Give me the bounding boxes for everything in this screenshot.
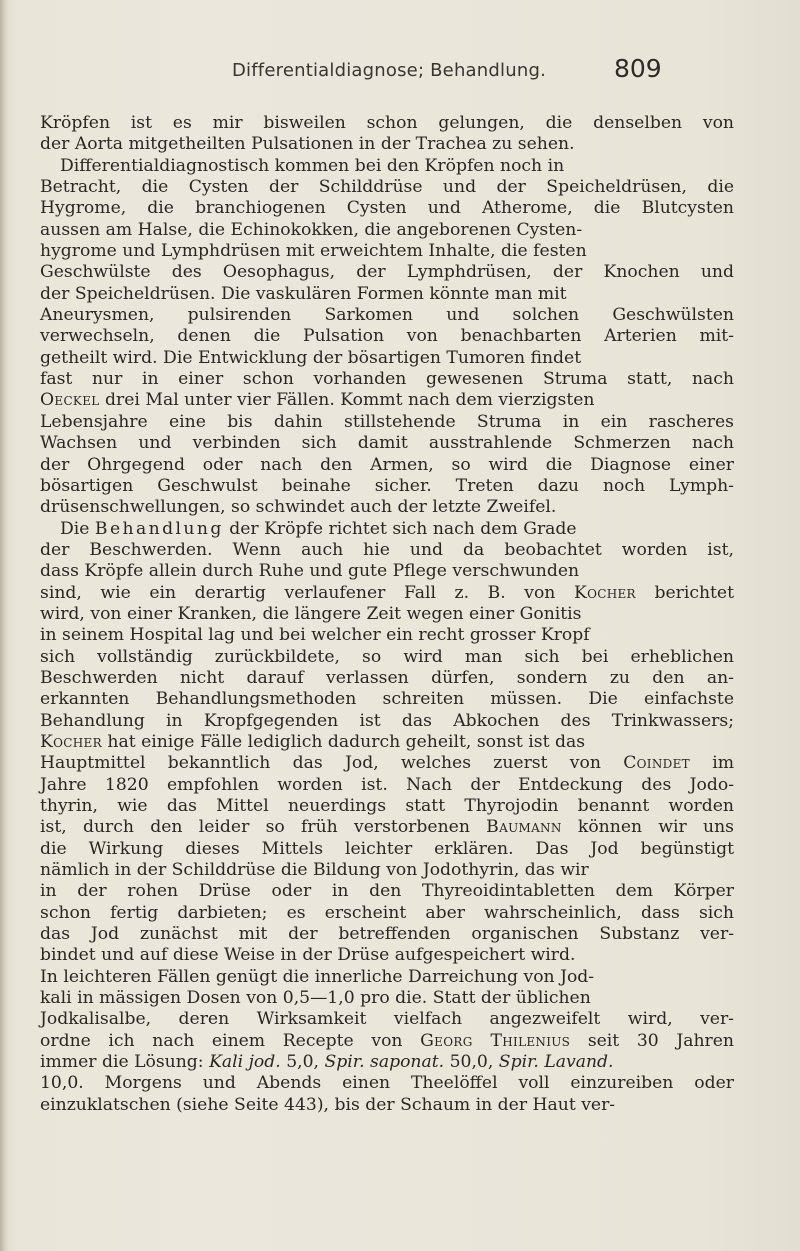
text-line (40, 1073, 734, 1094)
text-segment: 10,0. Morgens und Abends einen Theelöffel voll einzureiben oder (40, 1073, 734, 1094)
text-segment: das Jod zunächst mit der betreffenden organischen Substanz ver- (40, 924, 734, 945)
text-segment: sind, wie ein derartig verlaufener Fall z. B. von (40, 582, 574, 603)
text-segment: in der rohen Drüse oder in den Thyreoidintabletten dem Körper (40, 881, 734, 902)
text-line (40, 604, 734, 625)
author-name: Georg Thilenius (420, 1030, 571, 1051)
text-line (40, 732, 734, 753)
text-line (40, 177, 734, 198)
author-name: Oeckel (40, 390, 100, 411)
text-line (40, 647, 734, 668)
text-line (40, 412, 734, 433)
author-name: Coindet (623, 753, 690, 774)
text-segment: bindet und auf diese Weise in der Drüse aufgespeichert wird. (40, 945, 576, 966)
text-line (40, 156, 734, 177)
text-line (40, 1031, 734, 1052)
text-line (40, 540, 734, 561)
text-line (40, 881, 734, 902)
page-number: 809 (614, 54, 662, 83)
text-line (40, 583, 734, 604)
text-line (40, 561, 734, 582)
binding-edge (0, 0, 8, 1251)
formula-italic: Kali jod. (209, 1052, 281, 1073)
text-segment: einzuklatschen (siehe Seite 443), bis der Schaum in der Haut ver- (40, 1094, 616, 1115)
text-line (40, 945, 734, 966)
text-line (40, 775, 734, 796)
formula-italic: Spir. saponat. (324, 1052, 445, 1073)
text-segment: Lebensjahre eine bis dahin stillstehende Struma in ein rascheres (40, 411, 734, 432)
text-line (40, 433, 734, 454)
text-segment: berichtet (635, 582, 735, 603)
text-segment: fast nur in einer schon vorhanden gewesenen Struma statt, nach (40, 369, 734, 390)
author-name: Kocher (40, 731, 102, 752)
text-line (40, 796, 734, 817)
text-line (40, 284, 734, 305)
text-segment: der Speicheldrüsen. Die vaskulären Formen könnte man mit (40, 283, 567, 304)
text-line (40, 369, 734, 390)
text-segment: Beschwerden nicht darauf verlassen dürfen, sondern zu den an- (40, 667, 734, 688)
text-segment: aussen am Halse, die Echinokokken, die angeborenen Cysten- (40, 219, 583, 240)
text-segment: Hauptmittel bekanntlich das Jod, welches zuerst von (40, 753, 624, 774)
author-name: Kocher (573, 582, 636, 603)
text-segment: Jodkalisalbe, deren Wirksamkeit vielfach angezweifelt wird, ver- (40, 1009, 734, 1030)
text-segment: 5,0, (280, 1052, 325, 1073)
text-line (40, 348, 734, 369)
text-segment: wird, von einer Kranken, die längere Zeit wegen einer Gonitis (40, 603, 582, 624)
text-segment: Behandlung in Kropfgegenden ist das Abkochen des Trinkwassers; (40, 710, 734, 731)
text-line (40, 817, 734, 838)
text-segment: Kröpfen ist es mir bisweilen schon gelungen, die denselben von (40, 113, 734, 133)
text-segment: der Kröpfe richtet sich nach dem Grade (223, 518, 577, 539)
text-segment: der Aorta mitgetheilten Pulsationen in der Trachea zu sehen. (40, 134, 575, 155)
text-segment: sich vollständig zurückbildete, so wird man sich bei erheblichen (40, 646, 734, 667)
text-segment: kali in mässigen Dosen von 0,5—1,0 pro die. Statt der üblichen (40, 988, 591, 1009)
text-line (40, 305, 734, 326)
text-line (40, 967, 734, 988)
text-segment: verwechseln, denen die Pulsation von benachbarten Arterien mit- (40, 326, 734, 347)
text-segment: schon fertig darbieten; es erscheint aber wahrscheinlich, dass sich (40, 902, 734, 923)
text-line (40, 1009, 734, 1030)
text-line (40, 262, 734, 283)
text-segment: der Beschwerden. Wenn auch hie und da beobachtet worden ist, (40, 539, 734, 560)
text-segment: ordne ich nach einem Recepte von (40, 1030, 421, 1051)
text-segment: seit 30 Jahren (570, 1030, 735, 1051)
text-line (40, 753, 734, 774)
text-line (40, 1052, 734, 1073)
text-segment: Hygrome, die branchiogenen Cysten und Atherome, die Blutcysten (40, 198, 734, 219)
text-segment: drüsenschwellungen, so schwindet auch der letzte Zweifel. (40, 497, 557, 518)
text-segment: Differentialdiagnostisch kommen bei den Kröpfen noch in (60, 155, 565, 176)
text-line (40, 134, 734, 155)
text-segment: drei Mal unter vier Fällen. Kommt nach dem vierzigsten (99, 390, 595, 411)
text-line (40, 924, 734, 945)
text-segment: Die (60, 518, 95, 539)
text-segment: Jahre 1820 empfohlen worden ist. Nach der Entdeckung des Jodo- (40, 774, 734, 795)
text-line (40, 839, 734, 860)
running-head: Differentialdiagnose; Behandlung. (232, 60, 546, 81)
text-segment: Aneurysmen, pulsirenden Sarkomen und solchen Geschwülsten (40, 305, 734, 326)
text-line (40, 241, 734, 262)
author-name: Baumann (486, 817, 562, 838)
text-segment: nämlich in der Schilddrüse die Bildung von Jodothyrin, das wir (40, 860, 589, 881)
emphasis-spaced: Behandlung (94, 518, 224, 539)
body-text (40, 113, 734, 1116)
text-line (40, 1095, 734, 1116)
text-segment: Betracht, die Cysten der Schilddrüse und der Speicheldrüsen, die (40, 177, 734, 198)
text-segment: Geschwülste des Oesophagus, der Lymphdrüsen, der Knochen und (40, 262, 734, 283)
text-segment: ist, durch den leider so früh verstorbenen (40, 817, 487, 838)
text-segment: bösartigen Geschwulst beinahe sicher. Treten dazu noch Lymph- (40, 475, 734, 496)
text-segment: hat einige Fälle lediglich dadurch geheilt, sonst ist das (101, 731, 586, 752)
text-line (40, 220, 734, 241)
text-segment: der Ohrgegend oder nach den Armen, so wird die Diagnose einer (40, 454, 734, 475)
text-segment: Wachsen und verbinden sich damit ausstrahlende Schmerzen nach (40, 433, 734, 454)
text-segment: in seinem Hospital lag und bei welcher ein recht grosser Kropf (40, 625, 590, 646)
text-line (40, 689, 734, 710)
text-line (40, 390, 734, 411)
text-line (40, 198, 734, 219)
text-line (40, 476, 734, 497)
text-line (40, 903, 734, 924)
text-segment: In leichteren Fällen genügt die innerliche Darreichung von Jod- (40, 966, 595, 987)
text-segment: können wir uns (561, 817, 734, 838)
text-segment: thyrin, wie das Mittel neuerdings statt Thyrojodin benannt worden (40, 796, 734, 816)
text-line (40, 988, 734, 1009)
text-segment: erkannten Behandlungsmethoden schreiten müssen. Die einfachste (40, 689, 734, 710)
text-line (40, 519, 734, 540)
text-line (40, 625, 734, 646)
formula-italic: Spir. Lavand. (498, 1052, 614, 1073)
text-line (40, 668, 734, 689)
text-line (40, 326, 734, 347)
text-segment: 50,0, (444, 1052, 499, 1073)
text-line (40, 711, 734, 732)
text-segment: die Wirkung dieses Mittels leichter erklären. Das Jod begünstigt (40, 838, 734, 859)
text-segment: im (689, 753, 735, 774)
text-line (40, 860, 734, 881)
text-line (40, 497, 734, 518)
text-segment: hygrome und Lymphdrüsen mit erweichtem Inhalte, die festen (40, 241, 587, 262)
text-segment: getheilt wird. Die Entwicklung der bösartigen Tumoren findet (40, 347, 582, 368)
text-line (40, 113, 734, 134)
text-segment: dass Kröpfe allein durch Ruhe und gute Pflege verschwunden (40, 561, 580, 582)
text-line (40, 455, 734, 476)
text-segment: immer die Lösung: (40, 1052, 210, 1073)
page-header (0, 48, 800, 84)
